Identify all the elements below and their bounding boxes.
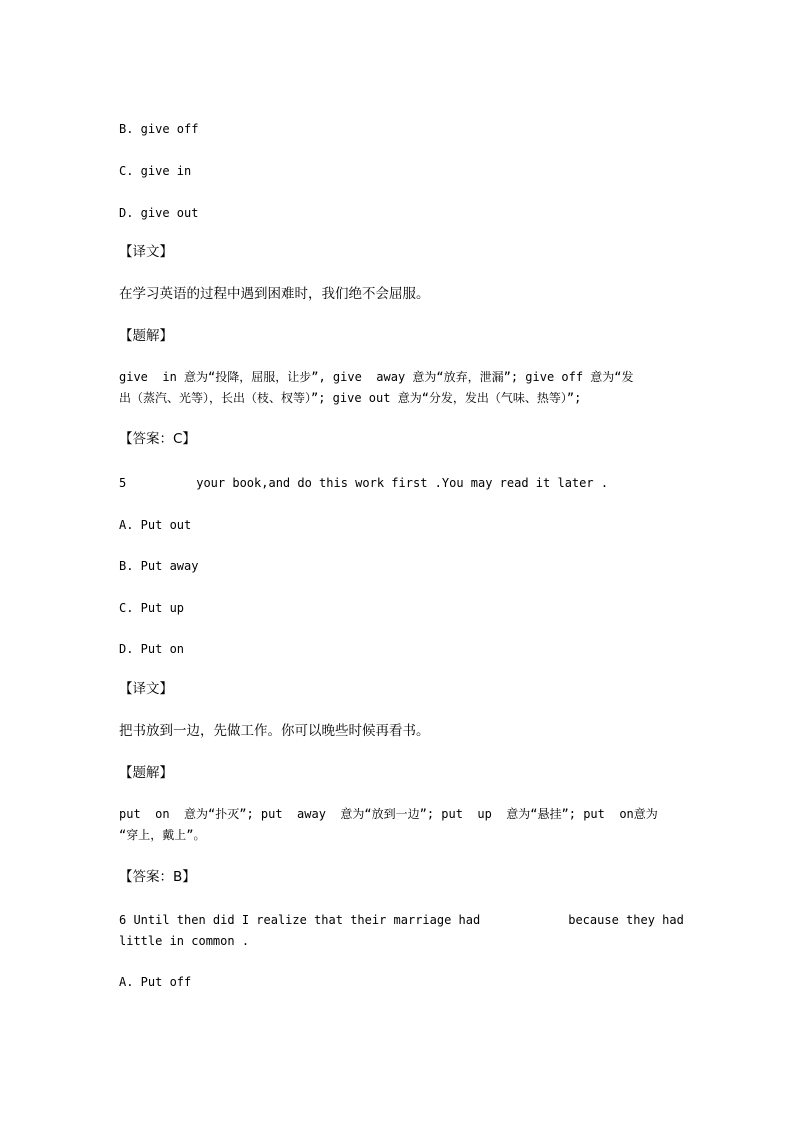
q6-option-a: A. Put off [119,975,192,989]
q5-answer: 【答案：B】 [119,869,196,885]
q4-translation-heading: 【译文】 [119,244,173,260]
q5-explanation-line-1: put on 意为“扑灭”; put away 意为“放到一边”; put up 意为“悬挂”; put on意为 [119,807,658,821]
q5-option-d: D. Put on [119,642,185,656]
q4-option-c: C. give in [119,164,192,178]
q5-stem-text: your book,and do this work first .You may read it later . [196,476,609,490]
q6-stem-line-2: little in common . [119,934,250,948]
q4-answer: 【答案：C】 [119,431,196,447]
q5-number: 5 [119,476,127,490]
q5-translation-heading: 【译文】 [119,681,173,697]
q5-translation: 把书放到一边，先做工作。你可以晚些时候再看书。 [119,723,430,739]
q6-stem-part-1: 6 Until then did I realize that their marriage had [119,913,481,927]
q5-stem [119,473,675,494]
q4-translation: 在学习英语的过程中遇到困难时，我们绝不会屈服。 [119,286,430,302]
q5-option-b: B. Put away [119,559,199,573]
q5-explanation-heading: 【题解】 [119,765,173,781]
q4-explanation-heading: 【题解】 [119,328,173,344]
q6-stem-line-1 [119,910,684,931]
q4-explanation-line-2: 出（蒸汽、光等），长出（枝、杈等）”; give out 意为“分发，发出（气味、热等）”; [119,391,582,405]
q6-stem-part-2: because they had [568,913,684,927]
q4-explanation-line-1: give in 意为“投降，屈服，让步”, give away 意为“放弃，泄漏”; give off 意为“发 [119,370,634,384]
q4-option-b: B. give off [119,122,199,136]
q5-option-a: A. Put out [119,518,192,532]
q5-explanation-line-2: “穿上，戴上”。 [119,828,206,842]
q5-option-c: C. Put up [119,601,185,615]
q4-option-d: D. give out [119,206,199,220]
